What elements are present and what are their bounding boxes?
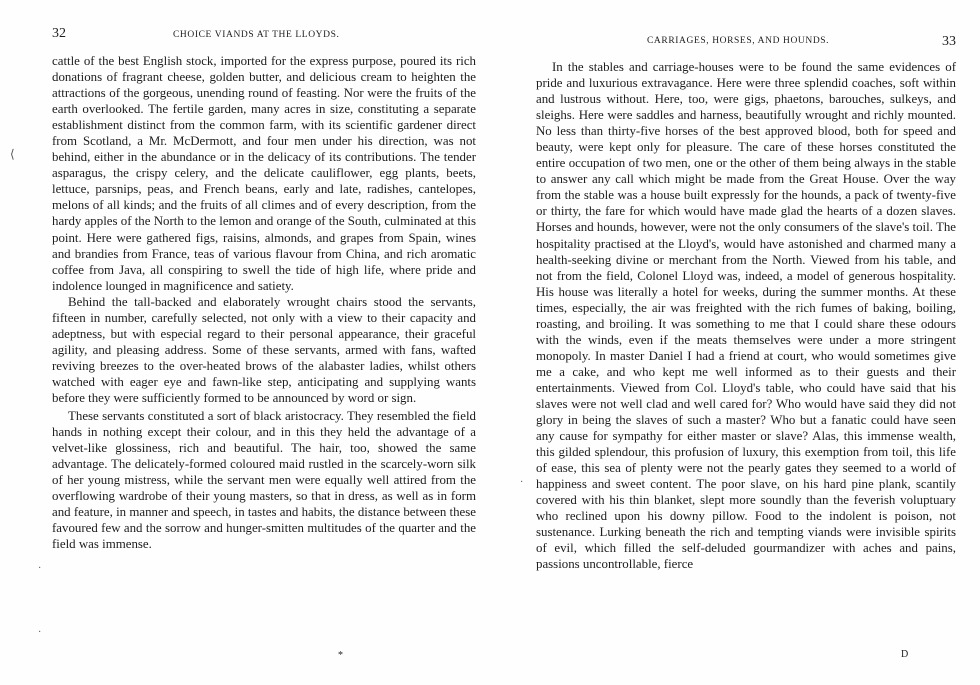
signature-mark: D (901, 649, 909, 660)
paragraph: These servants constituted a sort of black aristocracy. They resembled the field hands in nothing except their colour, and in this they held the advantage of a velvet-like glossiness, rich and beautiful. The hair, too, showed the same advantage. The delicately-formed coloured maid rustled in the scarcely-worn silk of her young mistress, while the servant men were equally well attired from the overflowing wardrobe of their young masters, so that in dress, as well as in form and feature, in manner and speech, in tastes and habits, the distance between these favoured few and the sorrow and hunger-smitten multitudes of the quarter and the field was immense. (52, 409, 476, 552)
page-body (52, 53, 476, 552)
signature-mark: * (338, 650, 343, 661)
paragraph: Behind the tall-backed and elaborately wrought chairs stood the servants, fifteen in number, carefully selected, not only with a view to their capacity and adeptness, but with especial regard to their personal appearance, their graceful agility, and pleasing address. Some of these servants, armed with fans, wafted reviving breezes to the over-heated brows of the alabaster ladies, whilst others watched with eager eye and fawn-like step, anticipating and supplying wants before they were sufficiently formed to be announced by word or sign. (52, 294, 476, 405)
margin-bracket-mark: ⟨ (10, 147, 15, 161)
running-title: CARRIAGES, HORSES, AND HOUNDS. (647, 36, 830, 46)
margin-dot-mark: · (38, 563, 42, 574)
page-number: 33 (942, 34, 956, 49)
page-body (536, 59, 956, 573)
right-page (500, 0, 980, 685)
margin-dot-mark: · (38, 627, 42, 638)
paragraph: In the stables and carriage-houses were to be found the same evidences of pride and luxurious extravagance. Here were three splendid coaches, soft within and lustrous without. Here, too, were gigs, phaetons, barouches, sulkeys, and sleighs. Here were saddles and harness, beautifully wrought and richly mounted. No less than thirty-five horses of the best approved blood, both for speed and beauty, were kept only for pleasure. The care of these horses constituted the entire occupation of two men, one or the other of them being always in the stable to answer any call which might be made from the Great House. Over the way from the stable was a house built expressly for the hounds, a pack of twenty-five or thirty, the fare for which would have made glad the hearts of a dozen slaves. Horses and hounds, however, were not the only consumers of the slave's toil. The hospitality practised at the Lloyd's, would have astonished and charmed many a health-seeking divine or merchant from the North. Viewed from his table, and not from the field, Colonel Lloyd was, indeed, a model of generous hospitality. His house was literally a hotel for weeks, during the summer months. At these times, especially, the air was freighted with the rich fumes of baking, boiling, roasting, and broiling. It was something to me that I could share these odours with the winds, even if the meats themselves were under a more stringent monopoly. In master Daniel I had a friend at court, who would sometimes give me a cake, and who kept me well informed as to their guests and their entertainments. Viewed from Col. Lloyd's table, who could have said that his slaves were not well clad and well cared for? Who would have said they did not glory in being the slaves of such a master? Who but a fanatic could have seen any cause for sympathy for either master or slave? Alas, this immense wealth, this gilded splendour, this profusion of luxury, this exemption from toil, this life of ease, this sea of plenty were not the pearly gates they seemed to a world of happiness and sweet content. The poor slave, on his hard pine plank, scantily covered with his thin blanket, slept more soundly than the feverish voluptuary who reclined upon his downy pillow. Food to the indolent is poison, not sustenance. Lurking beneath the rich and tempting viands were invisible spirits of evil, which filled the self-deluded gourmandizer with aches and pains, passions uncontrollable, fierce (536, 60, 956, 572)
margin-dot-mark: · (520, 477, 524, 488)
paragraph: cattle of the best English stock, imported for the express purpose, poured its rich donations of fragrant cheese, golden butter, and delicious cream to heighten the attractions of the gorgeous, unending round of feasting. Nor were the fruits of the earth overlooked. The fertile garden, many acres in size, constituting a separate establishment distinct from the common farm, with its scientific gardener direct from Scotland, a Mr. McDermott, and four men under his direction, was not behind, either in the abundance or in the delicacy of its contributions. The tender asparagus, the crispy celery, and the delicate cauliflower, egg plants, beets, lettuce, parsnips, peas, and French beans, early and late, radishes, cantelopes, melons of all kinds; and the fruits of all climes and of every description, from the hardy apples of the North to the lemon and orange of the South, culminated at this point. Here were gathered figs, raisins, almonds, and grapes from Spain, wines and brandies from France, teas of various flavour from China, and rich aromatic coffee from Java, all conspiring to swell the tide of high life, where pride and indolence lounged in magnificence and satiety. (52, 54, 476, 293)
running-title: CHOICE VIANDS AT THE LLOYDS. (173, 30, 340, 40)
page-number: 32 (52, 26, 66, 41)
